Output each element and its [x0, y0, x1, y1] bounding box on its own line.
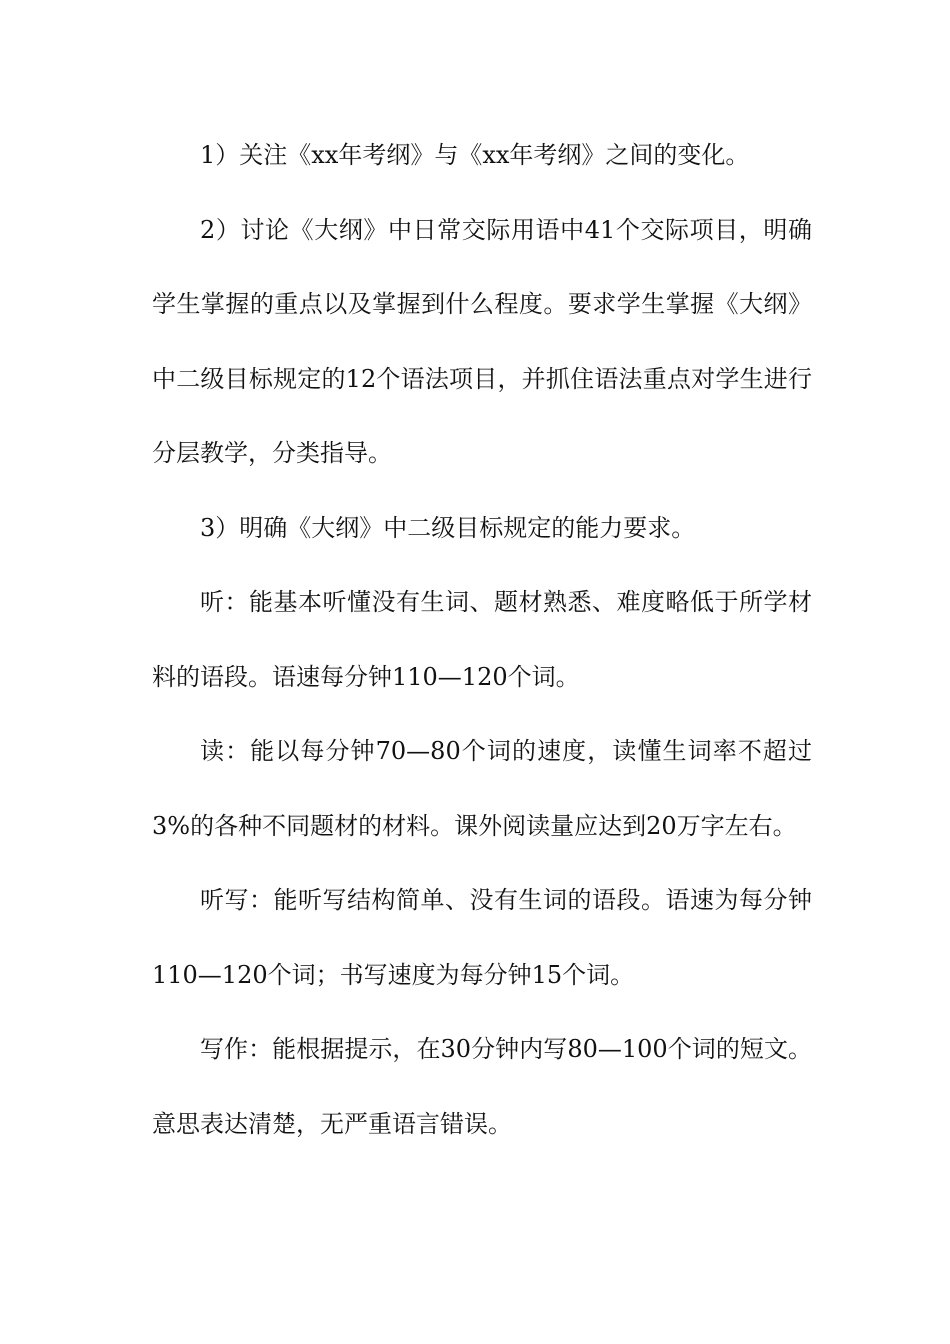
paragraph-ability-requirements: 3）明确《大纲》中二级目标规定的能力要求。 [200, 513, 696, 542]
paragraph-reading: 读：能以每分钟70—80个词的速度，读懂生词率不超过3%的各种不同题材的材料。课外阅读量应达到20万字左右。 [152, 737, 812, 840]
paragraph-exam-outline-changes: 1）关注《xx年考纲》与《xx年考纲》之间的变化。 [200, 141, 750, 169]
document-body [152, 118, 812, 1161]
paragraph-writing: 写作：能根据提示，在30分钟内写80—100个词的短文。意思表达清楚，无严重语言错误。 [152, 1035, 812, 1138]
paragraph-dictation: 听写：能听写结构简单、没有生词的语段。语速为每分钟110—120个词；书写速度为每分钟15个词。 [152, 886, 812, 989]
paragraph-listening: 听：能基本听懂没有生词、题材熟悉、难度略低于所学材料的语段。语速每分钟110—120个词。 [152, 588, 812, 691]
paragraph-communication-items: 2）讨论《大纲》中日常交际用语中41个交际项目，明确学生掌握的重点以及掌握到什么程度。要求学生掌握《大纲》中二级目标规定的12个语法项目，并抓住语法重点对学生进行分层教学，分类指导。 [152, 215, 812, 467]
